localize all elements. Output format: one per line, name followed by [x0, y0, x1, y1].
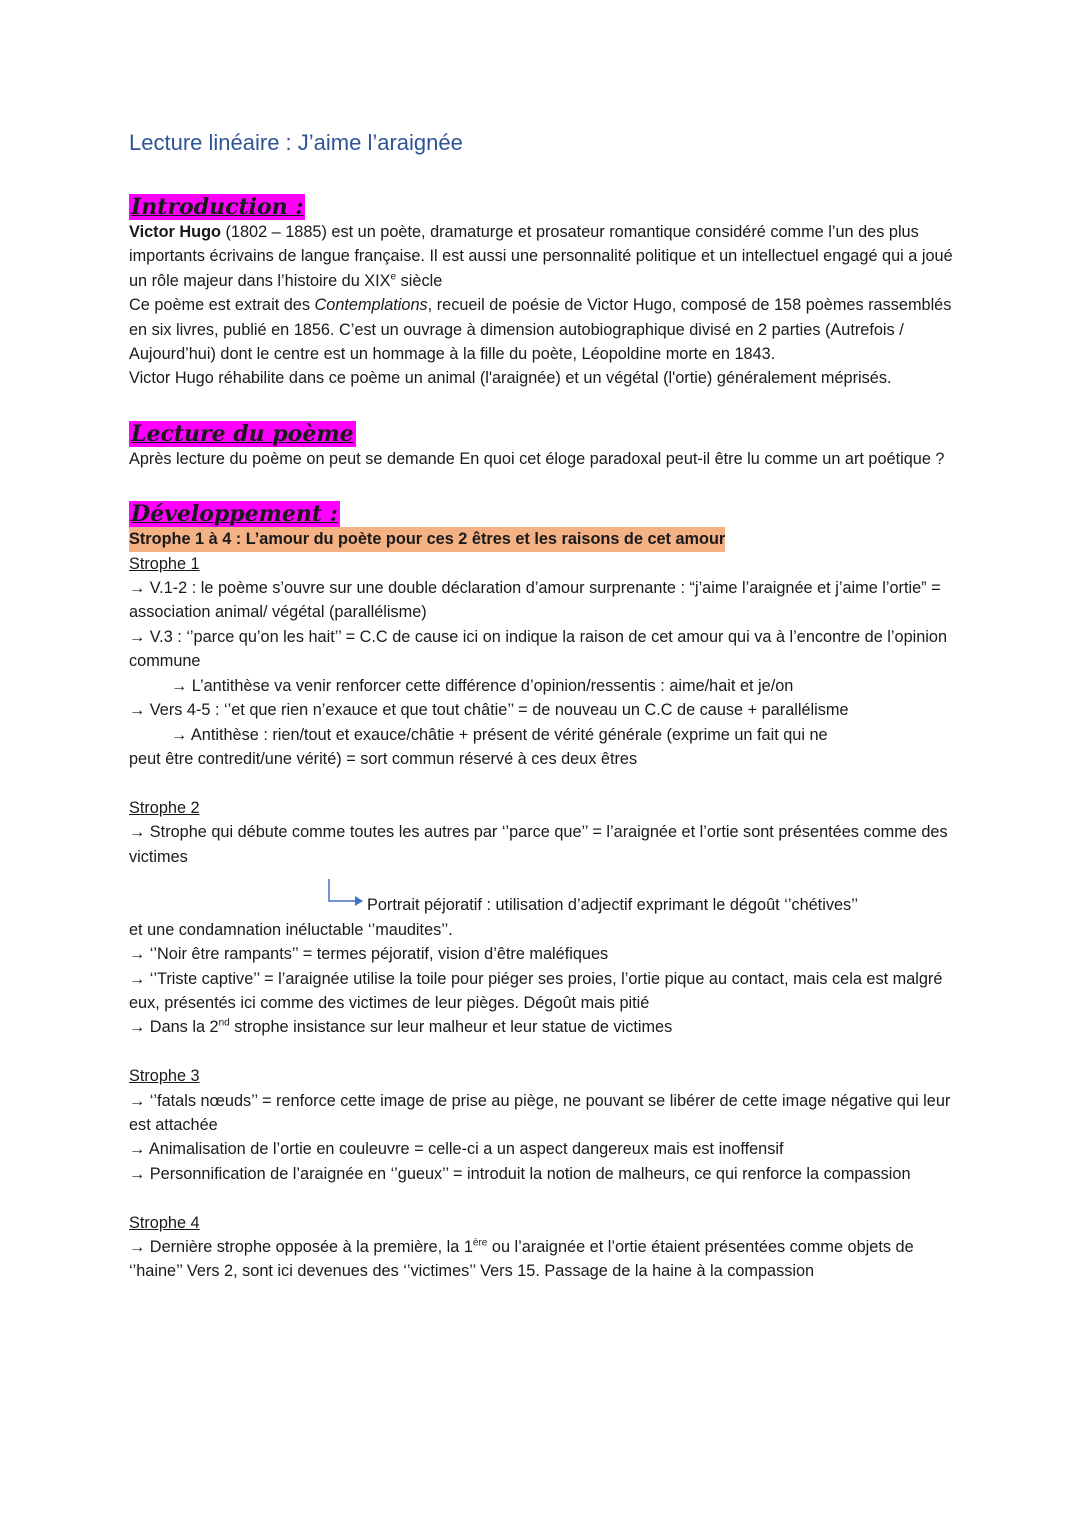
author-name: Victor Hugo	[129, 223, 221, 241]
strophe-2-label: Strophe 2	[129, 798, 200, 817]
development-section	[129, 501, 959, 1284]
s4-line-1: → Dernière strophe opposée à la première, la 1ère ou l’araignée et l’ortie étaient présentées comme objets de ‘’haine’’ Vers 2, sont ici devenues des ‘’victimes’’ Vers 15. Passage de la haine à la compassion	[129, 1237, 914, 1281]
strophe-4-label: Strophe 4	[129, 1213, 200, 1232]
s2-line-6: → Dans la 2nd strophe insistance sur leur malheur et leur statue de victimes	[129, 1017, 673, 1037]
s3-line-2: → Animalisation de l’ortie en couleuvre = celle-ci a un aspect dangereux mais est inoffensif	[129, 1140, 784, 1159]
intro-paragraph-3: Victor Hugo réhabilite dans ce poème un animal (l'araignée) et un végétal (l'ortie) généralement méprisés.	[129, 369, 892, 388]
introduction-heading: Introduction :	[131, 194, 304, 220]
page-title: Lecture linéaire : J’aime l’araignée	[129, 130, 463, 155]
s2-line-3: et une condamnation inéluctable ‘’maudites’’.	[129, 920, 453, 939]
lecture-section	[129, 421, 959, 471]
s3-line-3: → Personnification de l’araignée en ‘’gueux’’ = introduit la notion de malheurs, ce qui renforce la compassion	[129, 1164, 911, 1183]
s1-line-3: → L’antithèse va venir renforcer cette différence d’opinion/ressentis : aime/hait et je/on	[171, 676, 794, 695]
s1-line-4: → Vers 4-5 : ‘’et que rien n’exauce et que tout châtie’’ = de nouveau un C.C de cause + parallélisme	[129, 701, 849, 720]
s2-line-2: Portrait péjoratif : utilisation d’adjectif exprimant le dégoût ‘’chétives’’	[129, 893, 959, 917]
strophe-banner: Strophe 1 à 4 : L’amour du poète pour ces 2 êtres et les raisons de cet amour	[129, 527, 725, 551]
lecture-text: Après lecture du poème on peut se demande En quoi cet éloge paradoxal peut-il être lu comme un art poétique ?	[129, 449, 945, 468]
intro-paragraph-2: Ce poème est extrait des Contemplations, recueil de poésie de Victor Hugo, composé de 158 poèmes rassemblés en six livres, publié en 1856. C’est un ouvrage à dimension autobiographique divisé en 2 parties (Autrefois / Aujourd’hui) dont le centre est un hommage à la fille du poète, Léopoldine morte en 1843.	[129, 296, 952, 364]
s2-line-5: → ‘’Triste captive’’ = l’araignée utilise la toile pour piéger ses proies, l’ortie pique au contact, mais cela est malgré eux, présentés ici comme des victimes de leur pièges. Dégoût mais pitié	[129, 969, 943, 1012]
s1-line-5a: → Antithèse : rien/tout et exauce/châtie + présent de vérité générale (exprime un fait qui ne	[171, 725, 828, 744]
s2-line-1: → Strophe qui débute comme toutes les autres par ‘’parce que’’ = l’araignée et l’ortie sont présentées comme des victimes	[129, 823, 948, 866]
development-heading: Développement :	[131, 501, 338, 528]
connector-arrow-icon	[327, 879, 363, 907]
s3-line-1: → ‘’fatals nœuds’’ = renforce cette image de prise au piège, ne pouvant se libérer de cette image négative qui leur est attachée	[129, 1091, 951, 1134]
document-page	[129, 128, 959, 1284]
strophe-1-label: Strophe 1	[129, 554, 200, 573]
s1-line-2: → V.3 : ‘’parce qu’on les hait’’ = C.C de cause ici on indique la raison de cet amour qui va à l’encontre de l’opinion commune	[129, 627, 948, 671]
s2-line-4: → ‘’Noir être rampants’’ = termes péjoratif, vision d’être maléfiques	[129, 945, 609, 964]
intro-paragraph-1: Victor Hugo (1802 – 1885) est un poète, dramaturge et prosateur romantique considéré comme l’un des plus importants écrivains de langue française. Il est aussi une personnalité politique et un intellectuel engagé qui a joué un rôle majeur dans l’histoire du XIXe siècle	[129, 223, 953, 290]
s1-line-5b: peut être contredit/une vérité) = sort commun réservé à ces deux êtres	[129, 749, 638, 768]
s1-line-1: → V.1-2 : le poème s’ouvre sur une double déclaration d’amour surprenante : “j’aime l’araignée et j’aime l’ortie” = association animal/ végétal (parallélisme)	[129, 579, 941, 622]
strophe-3-label: Strophe 3	[129, 1067, 200, 1086]
lecture-heading: Lecture du poème	[131, 420, 354, 447]
introduction-section	[129, 194, 959, 391]
